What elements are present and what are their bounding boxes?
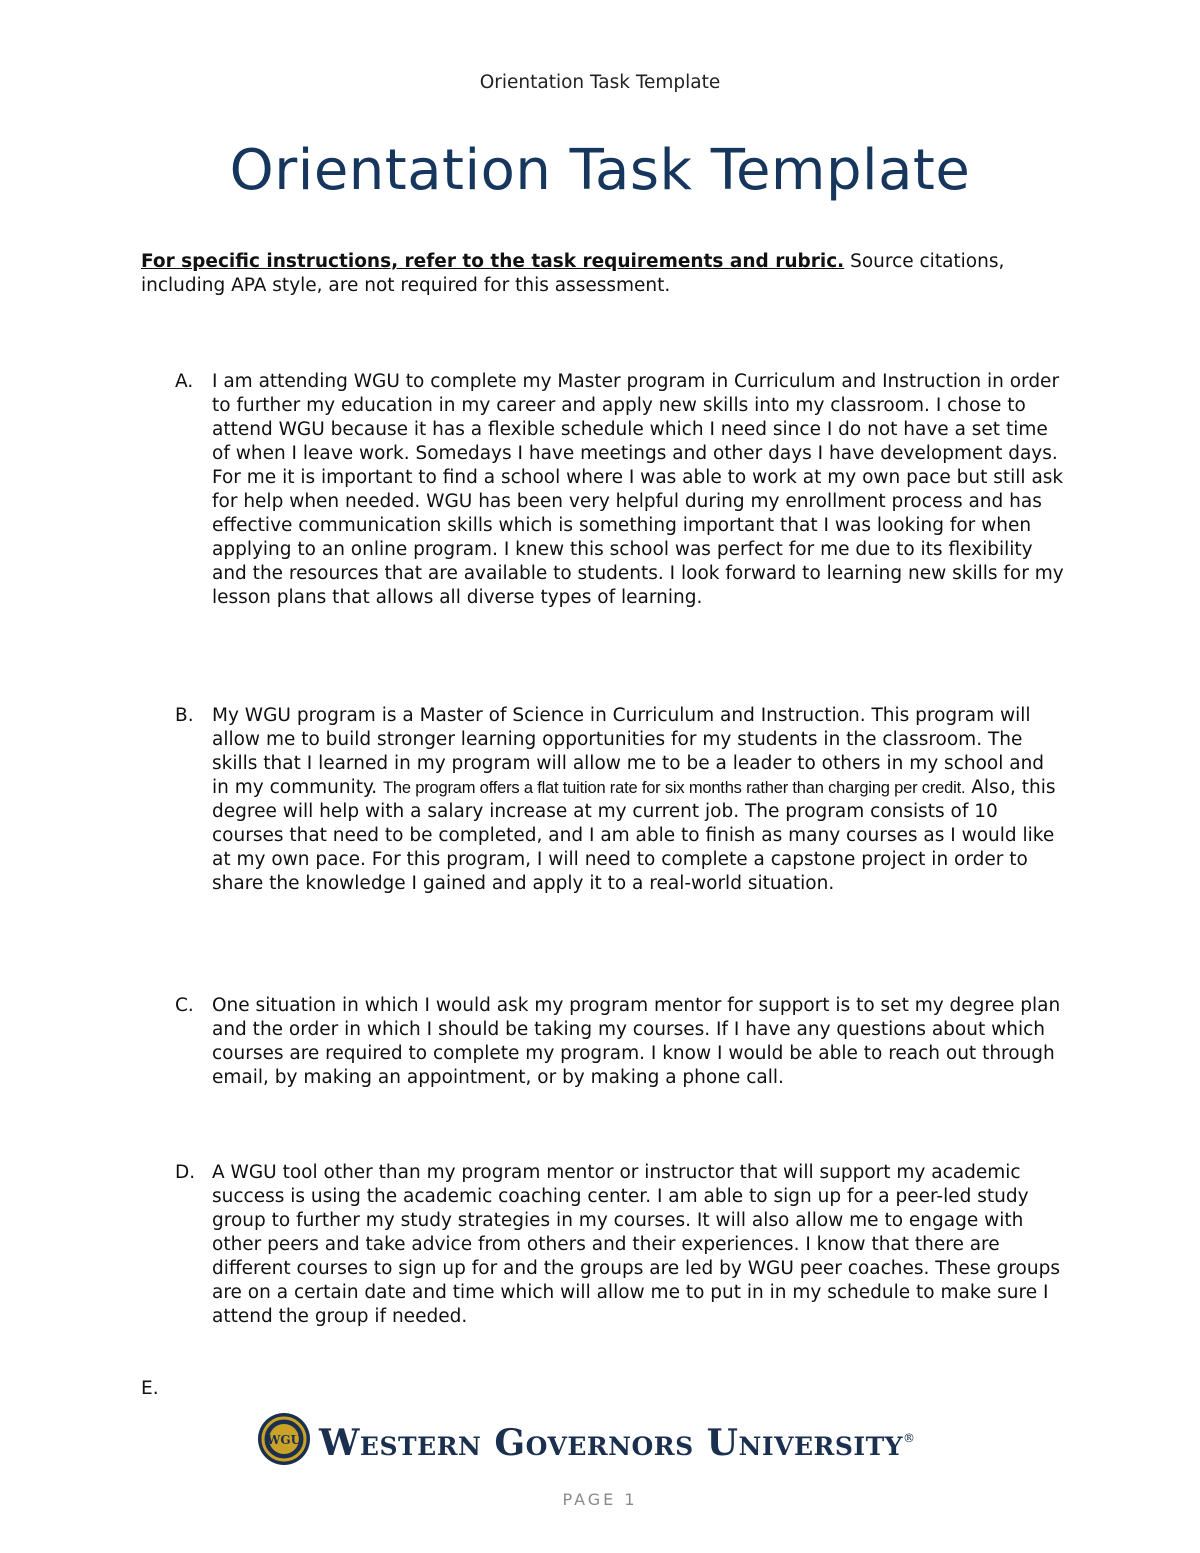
- wgu-wordmark: [319, 1422, 916, 1464]
- trademark-symbol: ®: [903, 1431, 916, 1445]
- list-item-text-part: Also, this degree will help with a salary increase at my current job. The program consists of 10 courses that need to be completed, and I am able to finish as many courses as I would like at my own pace. For this program, I will need to complete a capstone project in order to share the knowledge I gained and apply it to a real-world situation.: [212, 777, 1056, 894]
- intro-paragraph: [141, 250, 1061, 298]
- list-item-text: A WGU tool other than my program mentor or instructor that will support my academic success is using the academic coaching center. I am able to sign up for a peer-led study group to further my study strategies in my courses. It will also allow me to engage with other peers and take advice from others and their experiences. I know that there are different courses to sign up for and the groups are led by WGU peer coaches. These groups are on a certain date and time which will allow me to put in in my schedule to make sure I attend the group if needed.: [212, 1162, 1060, 1327]
- list-letter: D.: [175, 1162, 196, 1183]
- list-item-text: One situation in which I would ask my program mentor for support is to set my degree plan and the order in which I should be taking my courses. If I have any questions about which courses are required to complete my program. I know I would be able to reach out through email, by making an appointment, or by making a phone call.: [212, 995, 1061, 1088]
- list-item-d: [175, 1161, 1065, 1329]
- list-letter: A.: [175, 371, 194, 392]
- wgu-wordmark-text: Western Governors University: [319, 1422, 904, 1464]
- list-item-c: [175, 994, 1065, 1090]
- wgu-seal-icon: [257, 1412, 311, 1466]
- list-item-text-part: My WGU program is a Master of Science in Curriculum and Instruction. This program will allow me to build stronger learning opportunities for my students in the classroom. The skills that I learned in my program will allow me to be a leader to others in my school and in my community.: [212, 705, 1045, 798]
- intro-instructions-bold: For specific instructions, refer to the task requirements and rubric.: [141, 251, 845, 272]
- list-item-a: [175, 370, 1065, 610]
- document-title: Orientation Task Template: [229, 138, 971, 203]
- wgu-logo: [257, 1412, 917, 1468]
- list-item-e: E.: [141, 1378, 159, 1399]
- list-letter: C.: [175, 995, 194, 1016]
- list-item-text: [212, 704, 1065, 896]
- list-letter: B.: [175, 705, 194, 726]
- tuition-sentence: The program offers a flat tuition rate for six months rather than charging per credit.: [383, 779, 966, 797]
- seal-text: WGU: [266, 1433, 302, 1447]
- page-number: PAGE 1: [562, 1490, 638, 1509]
- list-item-text: I am attending WGU to complete my Master program in Curriculum and Instruction in order to further my education in my career and apply new skills into my classroom. I chose to attend WGU because it has a flexible schedule which I need since I do not have a set time of when I leave work. Somedays I have meetings and other days I have development days. For me it is important to find a school where I was able to work at my own pace but still ask for help when needed. WGU has been very helpful during my enrollment process and has effective communication skills which is something important that I was looking for when applying to an online program. I knew this school was perfect for me due to its flexibility and the resources that are available to students. I look forward to learning new skills for my lesson plans that allows all diverse types of learning.: [212, 371, 1064, 608]
- page-header: Orientation Task Template: [479, 72, 721, 93]
- list-item-b: [175, 704, 1065, 896]
- intro-instructions-rest: Source citations, including APA style, are not required for this assessment.: [141, 251, 1005, 296]
